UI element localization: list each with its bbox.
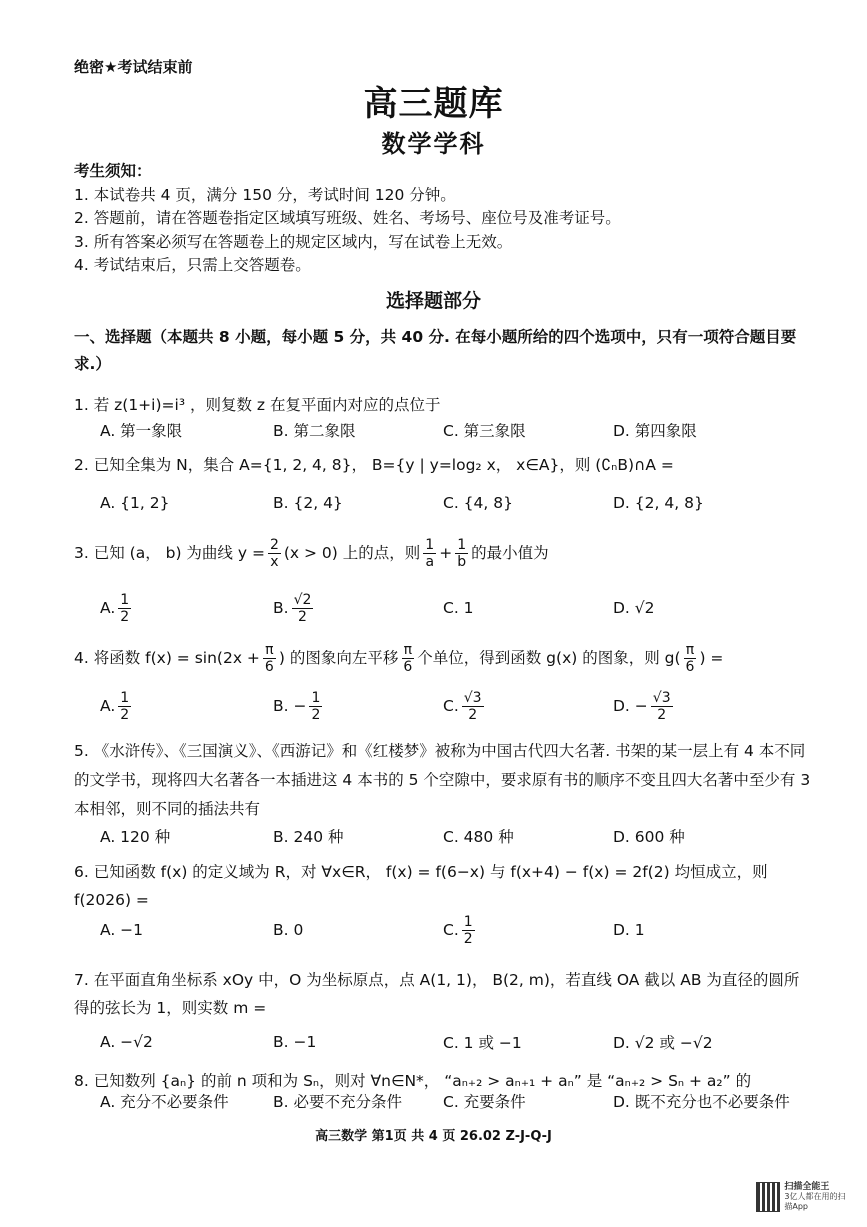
fraction: $\frac{1}{b}$: [457, 536, 467, 570]
question-8-stem: 8. 已知数列 {aₙ} 的前 n 项和为 Sₙ，则对 ∀n∈N*， “aₙ₊₂ > aₙ₊₁ + aₙ” 是 “aₙ₊₂ > Sₙ + a₂” 的: [74, 1072, 752, 1090]
option-b: B. 240 种: [273, 828, 344, 846]
stem-text: (x > 0) 上的点，则: [283, 544, 421, 562]
stem-text: 3. 已知 (a， b) 为曲线 y =: [74, 544, 265, 562]
scanner-brand: 扫描全能王 3亿人都在用的扫描App: [784, 1182, 846, 1211]
option-c: C. 充要条件: [443, 1093, 526, 1111]
stem-text: +: [439, 544, 453, 562]
option-c: C. 1 或 −1: [443, 1034, 522, 1052]
fraction: $\frac{\pi}{6}$: [264, 641, 274, 675]
stem-text: ) 的图象向左平移: [278, 649, 399, 667]
option-a: A. $\frac{1}{2}$: [100, 689, 130, 723]
question-4-options: [100, 686, 820, 726]
note-item: 3. 所有答案必须写在答题卷上的规定区域内，写在试卷上无效。: [74, 232, 513, 251]
question-3-options: [100, 588, 820, 628]
question-5-options: [100, 816, 820, 856]
note-item: 2. 答题前，请在答题卷指定区域填写班级、姓名、考场号、座位号及准考证号。: [74, 209, 621, 227]
option-c: C. 第三象限: [443, 422, 526, 440]
exam-notes: [74, 160, 621, 278]
option-c: C. 1: [443, 599, 474, 617]
option-a: A. −1: [100, 921, 144, 939]
confidential-label: 绝密★考试结束前: [74, 58, 193, 76]
page-subtitle: 数学学科: [381, 130, 486, 158]
option-b: B. 必要不充分条件: [273, 1093, 402, 1111]
fraction: $\frac{1}{a}$: [425, 536, 435, 570]
note-item: 1. 本试卷共 4 页，满分 150 分，考试时间 120 分钟。: [74, 185, 456, 204]
option-c: C. $\frac{√3}{2}$: [443, 689, 482, 723]
option-c: C. $\frac{1}{2}$: [443, 913, 473, 947]
option-a: A. −√2: [100, 1033, 153, 1051]
option-d: D. 600 种: [613, 828, 685, 846]
option-d: D. √2: [613, 599, 655, 617]
option-b: B. 第二象限: [273, 422, 356, 440]
option-d: D. 既不充分也不必要条件: [613, 1093, 790, 1111]
section-title: 选择题部分: [385, 290, 481, 312]
option-d: D. √2 或 −√2: [613, 1034, 713, 1052]
question-6-stem: 6. 已知函数 f(x) 的定义域为 R，对 ∀x∈R， f(x) = f(6−x) 与 f(x+4) − f(x) = 2f(2) 均恒成立，则 f(2026) =: [74, 863, 768, 909]
option-d: D. {2, 4, 8}: [613, 494, 704, 512]
page-footer: 高三数学 第1页 共 4 页 26.02 Z-J-Q-J: [315, 1129, 552, 1144]
question-2-options: [100, 483, 820, 523]
fraction: $\frac{\pi}{6}$: [685, 641, 695, 675]
option-a: A. $\frac{1}{2}$: [100, 591, 130, 625]
option-a: A. 第一象限: [100, 422, 183, 440]
option-a: A. 120 种: [100, 828, 171, 846]
notes-heading: 考生须知：: [74, 162, 152, 180]
option-d: D. − $\frac{√3}{2}$: [613, 689, 671, 723]
option-b: B. −1: [273, 1033, 317, 1051]
option-d: D. 1: [613, 921, 645, 939]
question-1-stem: 1. 若 z(1+i)=i³ ，则复数 z 在复平面内对应的点位于: [74, 396, 441, 414]
option-a: A. 充分不必要条件: [100, 1093, 229, 1111]
option-b: B. $\frac{√2}{2}$: [273, 591, 312, 625]
option-b: B. − $\frac{1}{2}$: [273, 689, 321, 723]
stem-text: ) =: [699, 649, 724, 667]
stem-text: 个单位，得到函数 g(x) 的图象，则 g(: [417, 649, 681, 667]
part-heading: 一、选择题（本题共 8 小题，每小题 5 分，共 40 分. 在每小题所给的四个选项中，只有一项符合题目要求.）: [74, 328, 797, 373]
question-5-stem: 5. 《水浒传》、《三国演义》、《西游记》和《红楼梦》被称为中国古代四大名著. 书架的某一层上有 4 本不同的文学书，现将四大名著各一本插进这 4 本书的 5 个空隙中，要求原有书的顺序不变且四大名著中至少有 3 本相邻，则不同的插法共有: [74, 742, 811, 818]
option-d: D. 第四象限: [613, 422, 697, 440]
option-a: A. {1, 2}: [100, 494, 170, 512]
question-7-stem: 7. 在平面直角坐标系 xOy 中，O 为坐标原点，点 A(1, 1)， B(2, m)，若直线 OA 截以 AB 为直径的圆所得的弦长为 1，则实数 m =: [74, 971, 800, 1017]
question-2-stem: 2. 已知全集为 N，集合 A={1, 2, 4, 8}， B={y | y=log₂ x， x∈A}，则 (∁ₙB)∩A =: [74, 456, 674, 474]
fraction: $\frac{\pi}{6}$: [403, 641, 413, 675]
question-6-options: [100, 910, 820, 950]
question-8-options: [100, 1086, 820, 1116]
page-title: 高三题库: [363, 84, 504, 124]
option-c: C. {4, 8}: [443, 494, 513, 512]
stem-text: 4. 将函数 f(x) = sin(2x +: [74, 649, 260, 667]
fraction: $\frac{2}{x}$: [269, 536, 279, 570]
question-7-options: [100, 1022, 820, 1062]
option-c: C. 480 种: [443, 828, 514, 846]
qr-code-icon: [756, 1182, 780, 1212]
question-3-stem: [74, 533, 814, 573]
option-b: B. 0: [273, 921, 304, 939]
question-1-options: [100, 410, 820, 450]
question-4-stem: [74, 638, 814, 678]
note-item: 4. 考试结束后，只需上交答题卷。: [74, 256, 311, 274]
stem-text: 的最小值为: [471, 544, 549, 562]
option-b: B. {2, 4}: [273, 494, 343, 512]
scanner-watermark: [756, 1180, 852, 1214]
